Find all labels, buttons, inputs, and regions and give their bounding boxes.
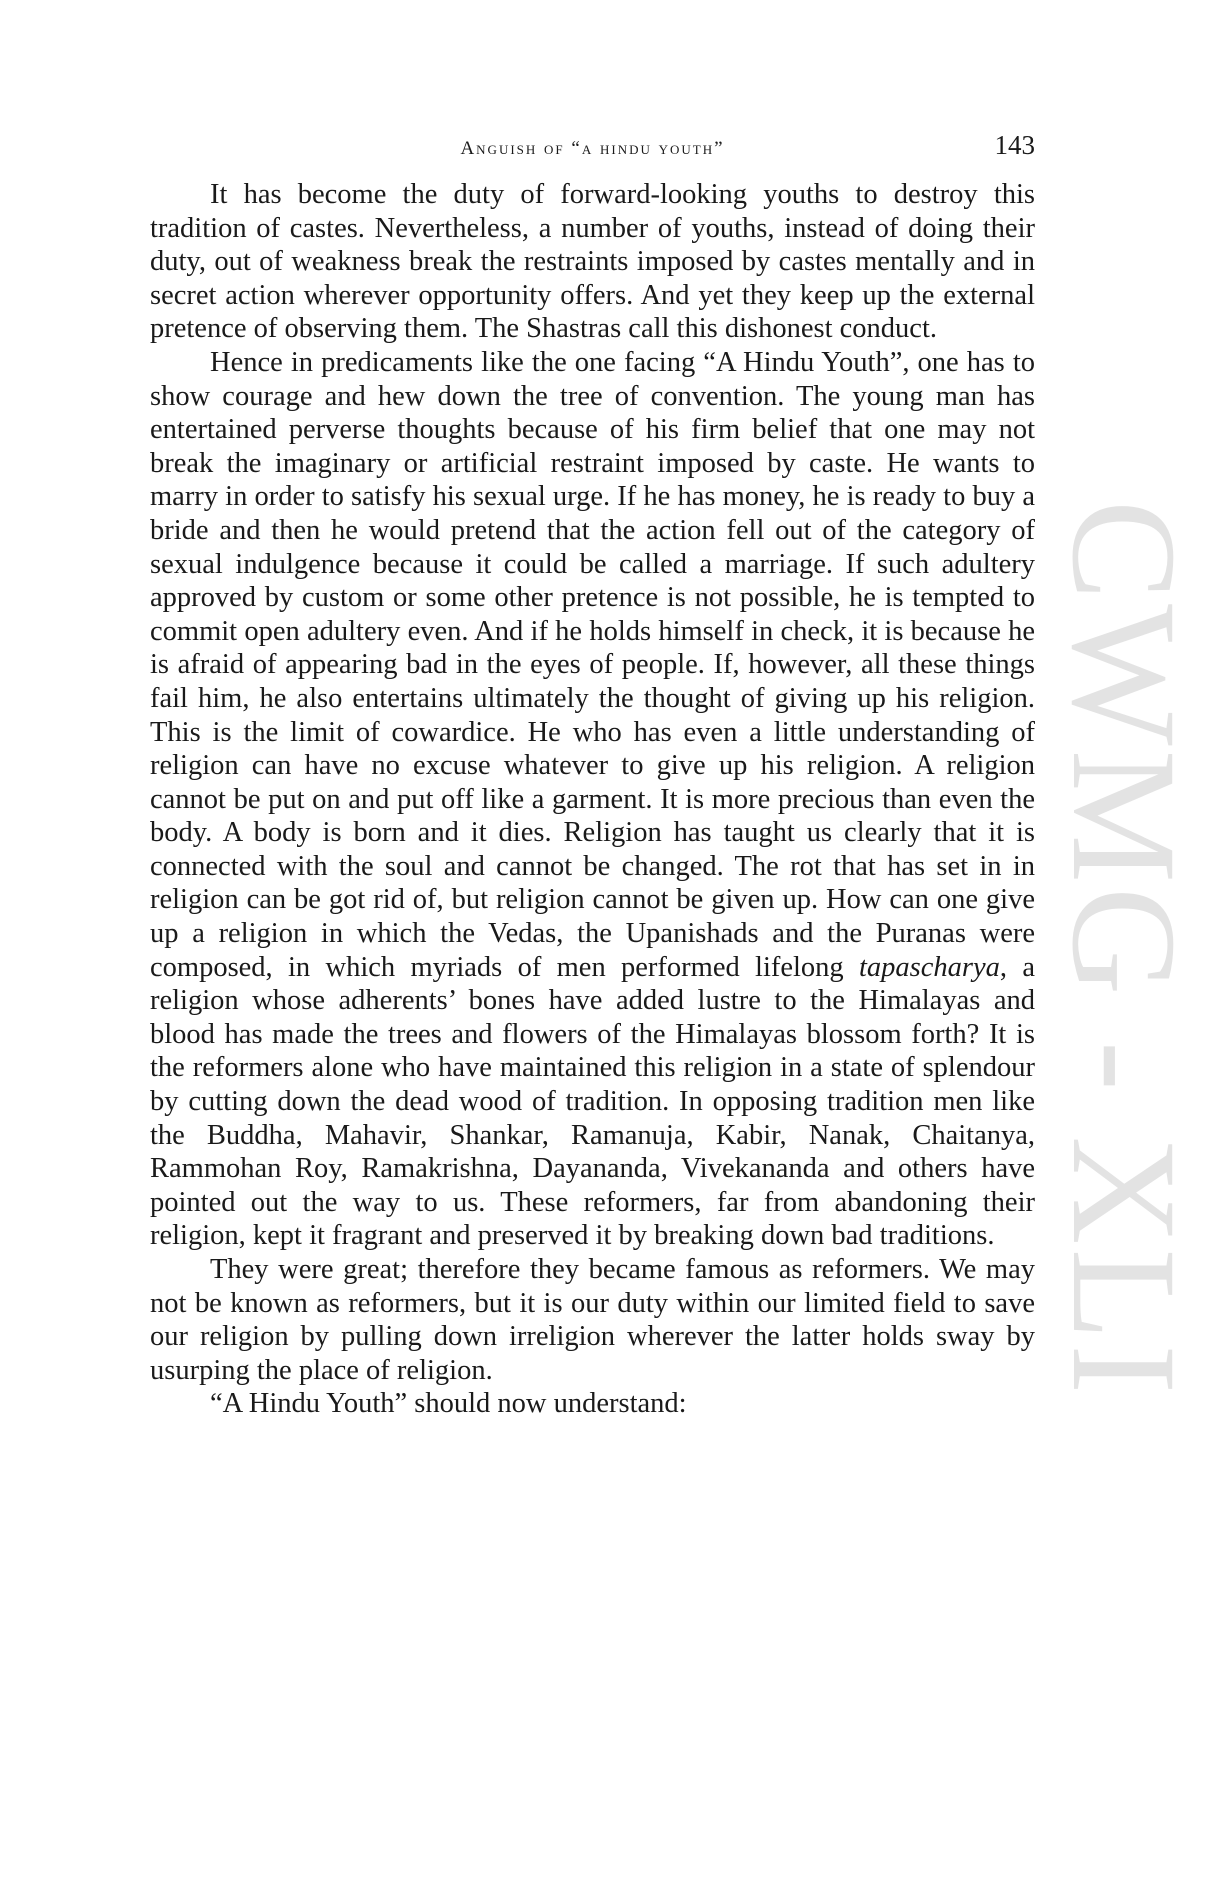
paragraph-2-italic-term: tapascharya (859, 951, 1000, 983)
paragraph-4-text: “A Hindu Youth” should now understand: (210, 1388, 687, 1420)
paragraph-3 (150, 1253, 1035, 1387)
paragraph-2-text-a: Hence in predicaments like the one facing “A Hindu Youth”, one has to show courage and hew down the tree of convention. The young man has entertained perverse thoughts because of his firm belief that one may not break the imaginary or artificial restraint imposed by caste. He wants to marry in order to satisfy his sexual urge. If he has money, he is ready to buy a bride and then he would pretend that the action fell out of the category of sexual indulgence because it could be called a marriage. If such adultery approved by custom or some other pretence is not possible, he is tempted to commit open adultery even. And if he holds himself in check, it is because he is afraid of appearing bad in the eyes of people. If, however, all these things fail him, he also entertains ultimately the thought of giving up his religion. This is the limit of cowardice. He who has even a little understanding of religion can have no excuse whatever to give up his religion. A religion cannot be put on and put off like a garment. It is more precious than even the body. A body is born and it dies. Religion has taught us clearly that it is connected with the soul and cannot be changed. The rot that has set in in religion can be got rid of, but religion cannot be given up. How can one give up a religion in which the Vedas, the Upanishads and the Puranas were composed, in which myriads of men performed lifelong (150, 346, 1035, 983)
paragraph-2-text-b: , a religion whose adherents’ bones have added lustre to the Himalayas and blood has made the trees and flowers of the Himalayas blossom forth? It is the reformers alone who have maintained this religion in a state of splendour by cutting down the dead wood of tradition. In opposing tradition men like the Buddha, Mahavir, Shankar, Ramanuja, Kabir, Nanak, Chaitanya, Rammohan Roy, Ramakrishna, Dayananda, Vivekananda and others have pointed out the way to us. These reformers, far from abandoning their religion, kept it fragrant and preserved it by breaking down bad traditions. (150, 951, 1035, 1252)
paragraph-1-text: It has become the duty of forward-looking youths to destroy this tradition of castes. Nevertheless, a number of youths, instead of doing their duty, out of weakness break the restraints imposed by castes mentally and in secret action wherever opportunity offers. And yet they keep up the external pretence of observing them. The Shastras call this dishonest conduct. (150, 179, 1035, 345)
paragraph-1 (150, 178, 1035, 346)
paragraph-3-text: They were great; therefore they became famous as reformers. We may not be known as reformers, but it is our duty within our limited field to save our religion by pulling down irreligion wherever the latter holds sway by usurping the place of religion. (150, 1254, 1035, 1386)
paragraph-4 (150, 1387, 1035, 1421)
running-title: Anguish of “a hindu youth” (460, 138, 725, 159)
running-head (150, 130, 1035, 170)
watermark (1010, 500, 1229, 1400)
paragraph-2 (150, 346, 1035, 1253)
watermark-text: CWMG - XLI (1041, 500, 1207, 1399)
page-number: 143 (994, 130, 1035, 160)
body-text (150, 178, 1035, 1421)
